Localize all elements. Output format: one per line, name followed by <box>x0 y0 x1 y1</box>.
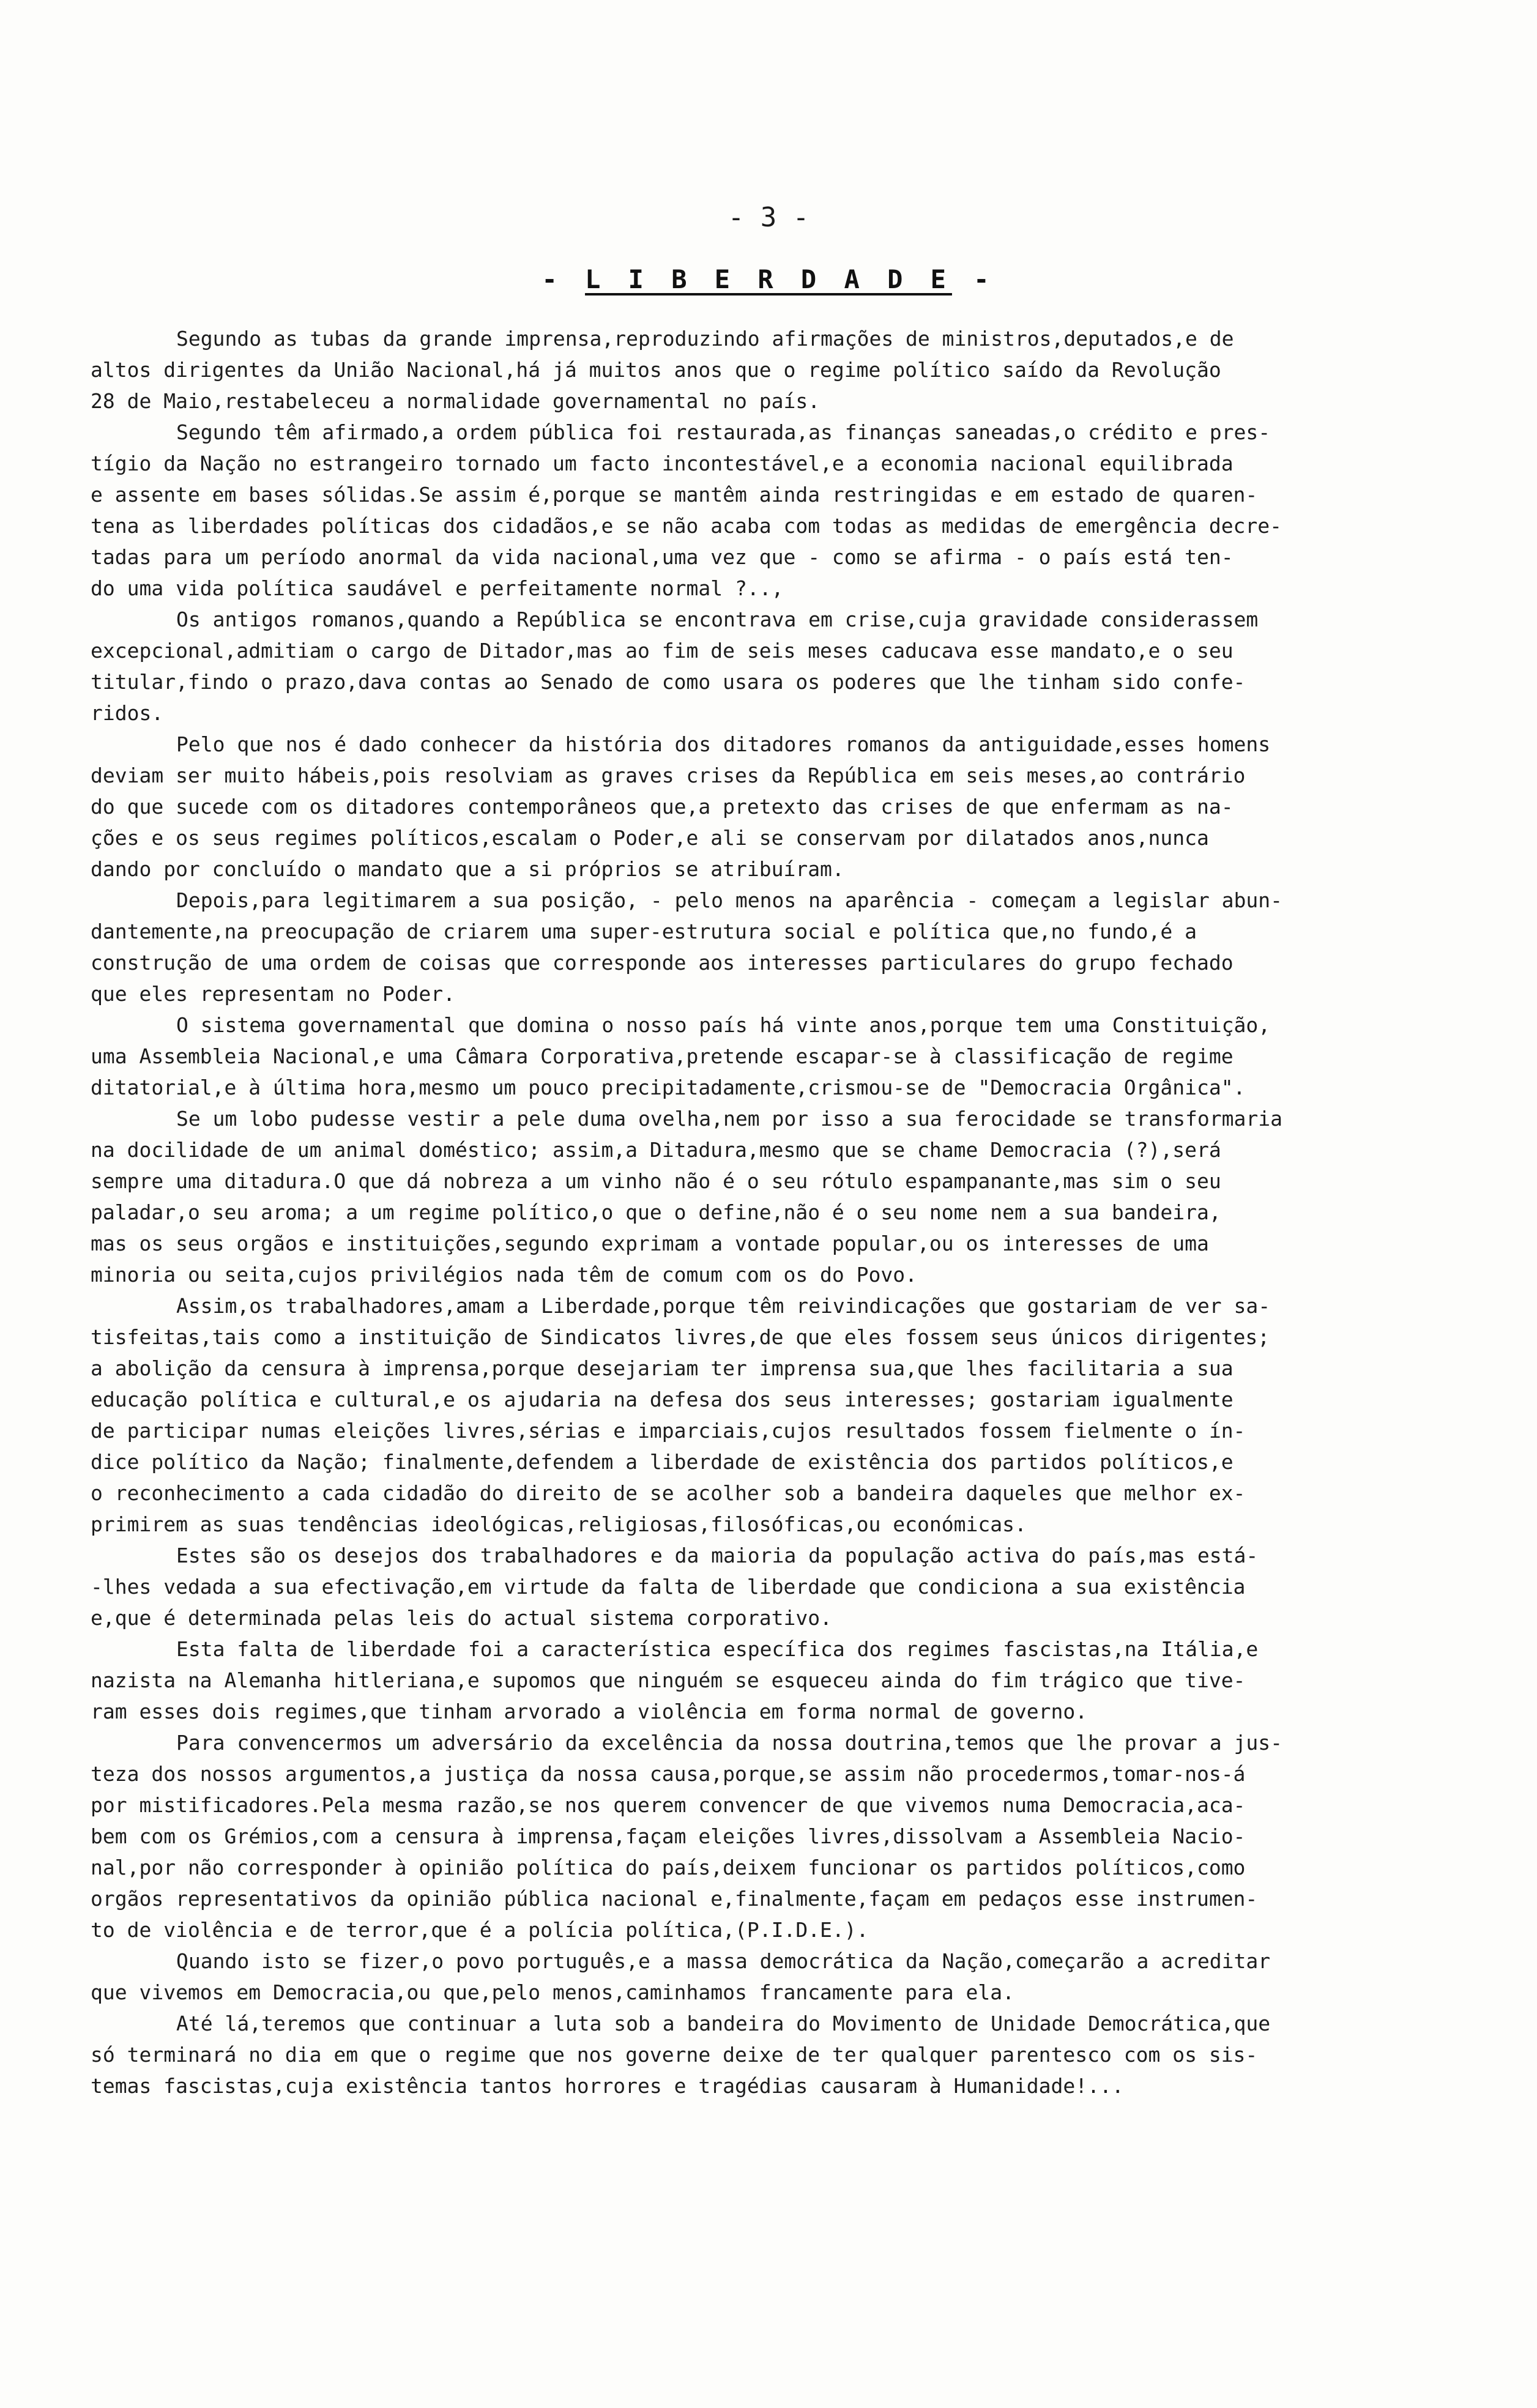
text-line: ções e os seus regimes políticos,escalam o Poder,e ali se conservam por dilatados anos,nunca <box>91 826 1209 850</box>
text-line: sempre uma ditadura.O que dá nobreza a um vinho não é o seu rótulo espampanante,mas sim o seu <box>91 1169 1221 1193</box>
text-line: O sistema governamental que domina o nosso país há vinte anos,porque tem uma Constituição, <box>176 1013 1271 1037</box>
text-line: bem com os Grémios,com a censura à imprensa,façam eleições livres,dissolvam a Assembleia Nacio- <box>91 1824 1246 1848</box>
text-line: tena as liberdades políticas dos cidadãos,e se não acaba com todas as medidas de emergência decre- <box>91 514 1282 538</box>
text-line: nazista na Alemanha hitleriana,e supomos que ninguém se esqueceu ainda do fim trágico que tive- <box>91 1668 1246 1692</box>
text-line: dice político da Nação; finalmente,defendem a liberdade de existência dos partidos políticos,e <box>91 1450 1234 1474</box>
text-line: que eles representam no Poder. <box>91 982 456 1006</box>
text-line: uma Assembleia Nacional,e uma Câmara Corporativa,pretende escapar-se à classificação de regime <box>91 1044 1234 1068</box>
text-line: 28 de Maio,restabeleceu a normalidade governamental no país. <box>91 389 821 413</box>
text-line: e assente em bases sólidas.Se assim é,porque se mantêm ainda restringidas e em estado de quaren- <box>91 483 1258 507</box>
text-line: dantemente,na preocupação de criarem uma super-estrutura social e política que,no fundo,é a <box>91 920 1197 943</box>
text-line: Depois,para legitimarem a sua posição, - pelo menos na aparência - começam a legislar abun- <box>176 888 1282 912</box>
text-line: Estes são os desejos dos trabalhadores e da maioria da população activa do país,mas está- <box>176 1544 1259 1567</box>
body-text <box>91 323 1461 2101</box>
text-line: Os antigos romanos,quando a República se encontrava em crise,cuja gravidade considerassem <box>176 608 1259 631</box>
text-line: deviam ser muito hábeis,pois resolviam as graves crises da República em seis meses,ao contrário <box>91 764 1246 787</box>
text-line: construção de uma ordem de coisas que corresponde aos interesses particulares do grupo fechado <box>91 951 1234 975</box>
text-line: temas fascistas,cuja existência tantos horrores e tragédias causaram à Humanidade!... <box>91 2074 1124 2098</box>
text-line: de participar numas eleições livres,sérias e imparciais,cujos resultados fossem fielmente o ín- <box>91 1419 1246 1443</box>
text-line: Quando isto se fizer,o povo português,e a massa democrática da Nação,começarão a acreditar <box>176 1949 1271 1973</box>
text-line: altos dirigentes da União Nacional,há já muitos anos que o regime político saído da Revolução <box>91 358 1221 382</box>
text-line: dando por concluído o mandato que a si próprios se atribuíram. <box>91 857 844 881</box>
text-line: to de violência e de terror,que é a polícia política,(P.I.D.E.). <box>91 1918 869 1942</box>
text-line: Esta falta de liberdade foi a característica específica dos regimes fascistas,na Itália,e <box>176 1637 1259 1661</box>
text-line: só terminará no dia em que o regime que nos governe deixe de ter qualquer parentesco com os sis- <box>91 2043 1258 2067</box>
text-line: o reconhecimento a cada cidadão do direito de se acolher sob a bandeira daqueles que melhor ex- <box>91 1481 1246 1505</box>
text-line: Para convencermos um adversário da excelência da nossa doutrina,temos que lhe provar a jus- <box>176 1731 1282 1755</box>
page-number: - 3 - <box>728 202 809 233</box>
text-line: Até lá,teremos que continuar a luta sob a bandeira do Movimento de Unidade Democrática,que <box>176 2012 1271 2035</box>
text-line: do que sucede com os ditadores contemporâneos que,a pretexto das crises de que enfermam as na- <box>91 795 1234 819</box>
text-line: a abolição da censura à imprensa,porque desejariam ter imprensa sua,que lhes facilitaria a sua <box>91 1356 1234 1380</box>
text-line: mas os seus orgãos e instituições,segundo exprimam a vontade popular,ou os interesses de uma <box>91 1232 1209 1255</box>
text-line: do uma vida política saudável e perfeitamente normal ?.., <box>91 576 784 600</box>
text-line: por mistificadores.Pela mesma razão,se nos querem convencer de que vivemos numa Democracia,aca- <box>91 1793 1246 1817</box>
text-line: educação política e cultural,e os ajudaria na defesa dos seus interesses; gostariam igualmente <box>91 1388 1234 1411</box>
text-line: tígio da Nação no estrangeiro tornado um facto incontestável,e a economia nacional equilibrada <box>91 452 1234 475</box>
text-line: e,que é determinada pelas leis do actual sistema corporativo. <box>91 1606 832 1630</box>
text-line: Pelo que nos é dado conhecer da história dos ditadores romanos da antiguidade,esses homens <box>176 732 1271 756</box>
text-line: na docilidade de um animal doméstico; assim,a Ditadura,mesmo que se chame Democracia (?),será <box>91 1138 1221 1162</box>
text-line: que vivemos em Democracia,ou que,pelo menos,caminhamos francamente para ela. <box>91 1980 1014 2004</box>
text-line: teza dos nossos argumentos,a justiça da nossa causa,porque,se assim não procedermos,tomar-nos-á <box>91 1762 1246 1786</box>
text-line: Assim,os trabalhadores,amam a Liberdade,porque têm reivindicações que gostariam de ver sa- <box>176 1294 1271 1318</box>
text-line: ditatorial,e à última hora,mesmo um pouco precipitadamente,crismou-se de "Democracia Orgânica". <box>91 1076 1246 1099</box>
text-line: minoria ou seita,cujos privilégios nada têm de comum com os do Povo. <box>91 1263 918 1287</box>
text-line: -lhes vedada a sua efectivação,em virtude da falta de liberdade que condiciona a sua existência <box>91 1575 1246 1599</box>
text-line: titular,findo o prazo,dava contas ao Senado de como usara os poderes que lhe tinham sido confe- <box>91 670 1246 694</box>
title-text: L I B E R D A D E <box>585 264 952 294</box>
text-line: orgãos representativos da opinião pública nacional e,finalmente,façam em pedaços esse instrumen- <box>91 1887 1258 1911</box>
text-line: Segundo as tubas da grande imprensa,reproduzindo afirmações de ministros,deputados,e de <box>176 327 1234 351</box>
text-line: tisfeitas,tais como a instituição de Sindicatos livres,de que eles fossem seus únicos dirigentes; <box>91 1325 1270 1349</box>
text-line: primirem as suas tendências ideológicas,religiosas,filosóficas,ou económicas. <box>91 1512 1027 1536</box>
text-line: Se um lobo pudesse vestir a pele duma ovelha,nem por isso a sua ferocidade se transformaria <box>176 1107 1282 1131</box>
text-line: tadas para um período anormal da vida nacional,uma vez que - como se afirma - o país está ten- <box>91 545 1234 569</box>
document-title: - L I B E R D A D E - <box>541 264 996 294</box>
text-line: paladar,o seu aroma; a um regime político,o que o define,não é o seu nome nem a sua bandeira, <box>91 1200 1221 1224</box>
text-line: nal,por não corresponder à opinião política do país,deixem funcionar os partidos políticos,como <box>91 1856 1246 1879</box>
text-line: excepcional,admitiam o cargo de Ditador,mas ao fim de seis meses caducava esse mandato,e o seu <box>91 639 1234 663</box>
text-line: ram esses dois regimes,que tinham arvorado a violência em forma normal de governo. <box>91 1700 1088 1723</box>
text-line: Segundo têm afirmado,a ordem pública foi restaurada,as finanças saneadas,o crédito e pres- <box>176 420 1271 444</box>
text-line: ridos. <box>91 701 164 725</box>
